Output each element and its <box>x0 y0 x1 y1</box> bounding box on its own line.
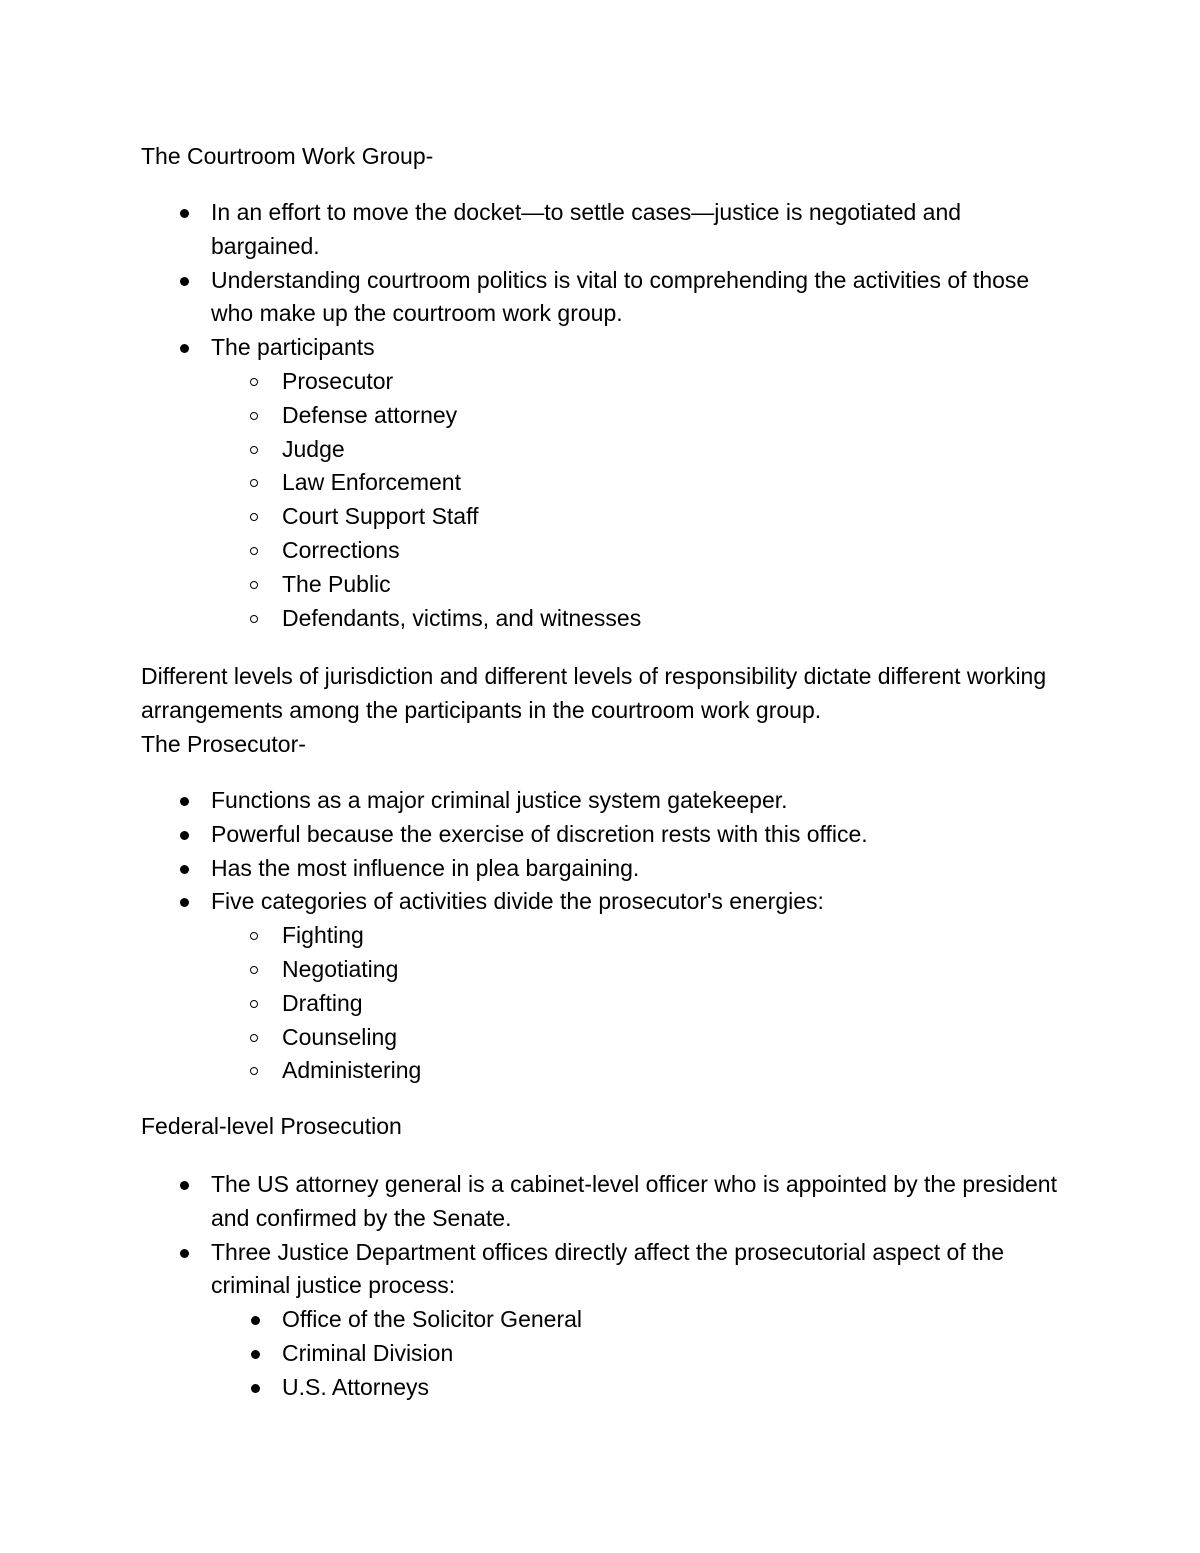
sublist-item: Prosecutor <box>0 365 1200 399</box>
sublist-item: Administering <box>0 1054 1200 1088</box>
bullet-ring-icon <box>250 513 258 521</box>
bullet-ring-icon <box>250 581 258 589</box>
activities-sublist <box>0 919 1200 1088</box>
bullet-dot-icon <box>180 831 189 840</box>
sublist-item: Fighting <box>0 919 1200 953</box>
list-item: Three Justice Department offices directly affect the prosecutorial aspect of the criminal justice process: Office of the Solicitor General Criminal Division U.S. Attorneys <box>0 1236 1200 1405</box>
list-item: Five categories of activities divide the prosecutor's energies: Fighting Negotiating Drafting Counseling Administering <box>0 885 1200 1088</box>
list-item: The US attorney general is a cabinet-level officer who is appointed by the president and confirmed by the Senate. <box>0 1168 1200 1236</box>
bullet-ring-icon <box>250 378 258 386</box>
bullet-dot-icon <box>180 1181 189 1190</box>
section-heading-prosecutor: The Prosecutor- <box>141 731 306 757</box>
list-item: In an effort to move the docket—to settle cases—justice is negotiated and bargained. <box>0 196 1200 264</box>
courtroom-work-group-list <box>0 196 1200 635</box>
bullet-ring-icon <box>250 615 258 623</box>
bullet-dot-icon <box>180 344 189 353</box>
list-item: The participants Prosecutor Defense attorney Judge Law Enforcement Court Support Staff Corrections The Public Defendants, victims, and witnesses <box>0 331 1200 635</box>
list-item: Functions as a major criminal justice system gatekeeper. <box>0 784 1200 818</box>
bullet-ring-icon <box>250 412 258 420</box>
bullet-dot-icon <box>251 1316 260 1325</box>
bullet-ring-icon <box>250 1000 258 1008</box>
list-item: Understanding courtroom politics is vital to comprehending the activities of those who make up the courtroom work group. <box>0 264 1200 332</box>
bullet-dot-icon <box>251 1350 260 1359</box>
sublist-item: Negotiating <box>0 953 1200 987</box>
jurisdiction-paragraph: Different levels of jurisdiction and different levels of responsibility dictate different working arrangements among the participants in the courtroom work group. <box>141 663 1047 723</box>
federal-prosecution-list <box>0 1168 1200 1405</box>
bullet-ring-icon <box>250 966 258 974</box>
bullet-ring-icon <box>250 446 258 454</box>
bullet-dot-icon <box>180 898 189 907</box>
list-item: Powerful because the exercise of discretion rests with this office. <box>0 818 1200 852</box>
section-heading-federal-prosecution: Federal-level Prosecution <box>141 1113 402 1139</box>
sublist-item: Court Support Staff <box>0 500 1200 534</box>
bullet-ring-icon <box>250 547 258 555</box>
bullet-dot-icon <box>180 277 189 286</box>
offices-sublist <box>0 1303 1200 1404</box>
sublist-item: Criminal Division <box>0 1337 1200 1371</box>
sublist-item: Drafting <box>0 987 1200 1021</box>
sublist-item: Counseling <box>0 1021 1200 1055</box>
sublist-item: U.S. Attorneys <box>0 1371 1200 1405</box>
sublist-item: Law Enforcement <box>0 466 1200 500</box>
sublist-item: Defendants, victims, and witnesses <box>0 602 1200 636</box>
section-heading-courtroom-work-group: The Courtroom Work Group- <box>141 143 434 169</box>
bullet-ring-icon <box>250 1067 258 1075</box>
sublist-item: The Public <box>0 568 1200 602</box>
sublist-item: Corrections <box>0 534 1200 568</box>
bullet-dot-icon <box>251 1384 260 1393</box>
bullet-ring-icon <box>250 932 258 940</box>
sublist-item: Judge <box>0 433 1200 467</box>
sublist-item: Office of the Solicitor General <box>0 1303 1200 1337</box>
participants-sublist <box>0 365 1200 635</box>
prosecutor-list <box>0 784 1200 1088</box>
bullet-dot-icon <box>180 1249 189 1258</box>
bullet-dot-icon <box>180 209 189 218</box>
list-item: Has the most influence in plea bargaining. <box>0 852 1200 886</box>
bullet-ring-icon <box>250 1034 258 1042</box>
bullet-ring-icon <box>250 479 258 487</box>
bullet-dot-icon <box>180 797 189 806</box>
sublist-item: Defense attorney <box>0 399 1200 433</box>
bullet-dot-icon <box>180 865 189 874</box>
